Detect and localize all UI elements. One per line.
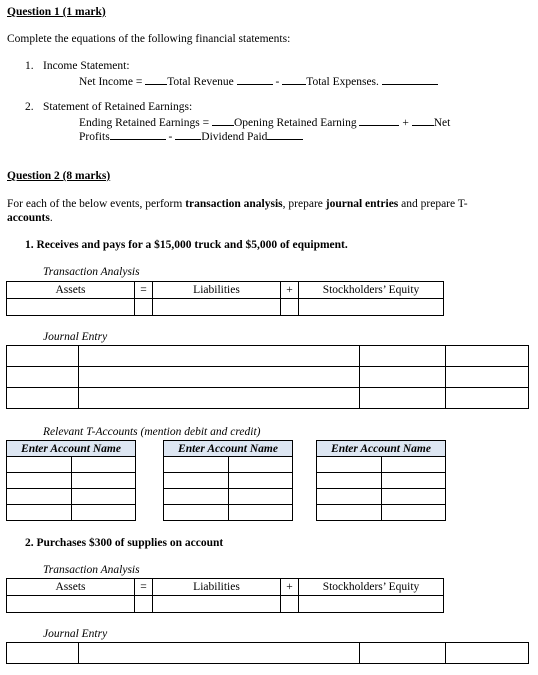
debit-cell[interactable]: [164, 489, 229, 505]
date-cell[interactable]: [7, 388, 79, 409]
account-cell[interactable]: [79, 346, 360, 367]
account-name-header[interactable]: Enter Account Name: [7, 441, 136, 457]
credit-cell[interactable]: [229, 457, 293, 473]
intro-text: For each of the below events, perform: [7, 198, 186, 210]
equals-cell: [135, 596, 153, 613]
debit-cell[interactable]: [317, 489, 382, 505]
equity-cell[interactable]: [299, 596, 444, 613]
t-account-1: [6, 440, 136, 521]
journal-entry-table: [6, 345, 529, 409]
q2-intro-line1: [7, 198, 468, 210]
assets-header: Assets: [7, 282, 135, 299]
q1-heading: Question 1 (1 mark): [7, 6, 106, 18]
net-label: Net: [433, 117, 451, 129]
q1-item1-number: 1.: [25, 60, 34, 72]
plus-cell: [281, 596, 299, 613]
blank-field[interactable]: [267, 129, 303, 140]
retained-earnings-equation-line2: [79, 129, 303, 143]
intro-text: and prepare T-: [398, 198, 468, 210]
debit-cell[interactable]: [7, 473, 72, 489]
liabilities-cell[interactable]: [153, 299, 281, 316]
liabilities-header: Liabilities: [153, 282, 281, 299]
blank-field[interactable]: [145, 74, 167, 85]
q1-instruction: Complete the equations of the following financial statements:: [7, 33, 291, 45]
date-cell[interactable]: [7, 367, 79, 388]
equity-cell[interactable]: [299, 299, 444, 316]
account-name-header[interactable]: Enter Account Name: [164, 441, 293, 457]
intro-bold-text: transaction analysis: [185, 198, 283, 210]
debit-cell[interactable]: [360, 367, 446, 388]
plus-cell: [281, 299, 299, 316]
equals-sign: =: [135, 282, 153, 299]
date-cell[interactable]: [7, 643, 79, 664]
debit-cell[interactable]: [7, 489, 72, 505]
credit-cell[interactable]: [382, 489, 446, 505]
liabilities-header: Liabilities: [153, 579, 281, 596]
assets-header: Assets: [7, 579, 135, 596]
blank-field[interactable]: [237, 74, 273, 85]
blank-field[interactable]: [412, 115, 434, 126]
credit-cell[interactable]: [229, 473, 293, 489]
liabilities-cell[interactable]: [153, 596, 281, 613]
blank-field[interactable]: [110, 129, 166, 140]
profits-label: Profits: [79, 131, 110, 143]
credit-cell[interactable]: [382, 505, 446, 521]
debit-cell[interactable]: [317, 473, 382, 489]
event-1-heading: 1. Receives and pays for a $15,000 truck and $5,000 of equipment.: [25, 239, 348, 251]
q1-item2-title: Statement of Retained Earnings:: [43, 101, 193, 113]
credit-cell[interactable]: [72, 505, 136, 521]
credit-cell[interactable]: [72, 473, 136, 489]
journal-row: [7, 643, 529, 664]
account-cell[interactable]: [79, 388, 360, 409]
journal-entry-label: Journal Entry: [43, 628, 108, 640]
debit-cell[interactable]: [360, 643, 446, 664]
debit-cell[interactable]: [7, 457, 72, 473]
debit-cell[interactable]: [317, 457, 382, 473]
account-cell[interactable]: [79, 643, 360, 664]
credit-cell[interactable]: [446, 346, 529, 367]
blank-field[interactable]: [175, 129, 201, 140]
q2-intro-line2: [7, 212, 53, 224]
total-expenses-label: Total Expenses.: [306, 76, 379, 88]
debit-cell[interactable]: [317, 505, 382, 521]
credit-cell[interactable]: [446, 367, 529, 388]
transaction-analysis-label: Transaction Analysis: [43, 266, 140, 278]
q2-heading: Question 2 (8 marks): [7, 170, 111, 182]
account-name-header[interactable]: Enter Account Name: [317, 441, 446, 457]
transaction-analysis-table: [6, 578, 444, 613]
debit-cell[interactable]: [360, 388, 446, 409]
journal-row: [7, 346, 529, 367]
blank-field[interactable]: [359, 115, 399, 126]
account-cell[interactable]: [79, 367, 360, 388]
equals-sign: =: [135, 579, 153, 596]
credit-cell[interactable]: [229, 505, 293, 521]
journal-row: [7, 367, 529, 388]
journal-entry-table: [6, 642, 529, 664]
plus-sign: +: [281, 579, 299, 596]
transaction-analysis-label: Transaction Analysis: [43, 564, 140, 576]
credit-cell[interactable]: [72, 457, 136, 473]
t-account-3: [316, 440, 446, 521]
retained-earnings-equation-line1: [79, 115, 450, 129]
debit-cell[interactable]: [164, 457, 229, 473]
debit-cell[interactable]: [164, 505, 229, 521]
debit-cell[interactable]: [7, 505, 72, 521]
intro-bold-text: journal entries: [325, 198, 399, 210]
net-income-label: Net Income =: [79, 76, 143, 88]
t-account-2: [163, 440, 293, 521]
credit-cell[interactable]: [72, 489, 136, 505]
opening-re-label: Opening Retained Earning: [233, 117, 357, 129]
intro-bold-text: accounts: [7, 212, 50, 224]
dividend-label: Dividend Paid: [201, 131, 268, 143]
debit-cell[interactable]: [164, 473, 229, 489]
equals-cell: [135, 299, 153, 316]
assets-cell[interactable]: [7, 299, 135, 316]
credit-cell[interactable]: [229, 489, 293, 505]
intro-text: , prepare: [282, 198, 326, 210]
equity-header: Stockholders’ Equity: [299, 282, 444, 299]
assets-cell[interactable]: [7, 596, 135, 613]
credit-cell[interactable]: [382, 473, 446, 489]
total-revenue-label: Total Revenue: [167, 76, 234, 88]
minus-sign: -: [168, 131, 173, 143]
q1-item2-number: 2.: [25, 101, 34, 113]
ending-re-label: Ending Retained Earnings =: [79, 117, 210, 129]
blank-field[interactable]: [282, 74, 306, 85]
event-2-heading: 2. Purchases $300 of supplies on account: [25, 537, 224, 549]
equity-header: Stockholders’ Equity: [299, 579, 444, 596]
transaction-analysis-table: [6, 281, 444, 316]
plus-sign: +: [402, 117, 409, 129]
minus-sign: -: [275, 76, 280, 88]
date-cell[interactable]: [7, 346, 79, 367]
blank-field[interactable]: [212, 115, 234, 126]
debit-cell[interactable]: [360, 346, 446, 367]
blank-field[interactable]: [382, 74, 438, 85]
credit-cell[interactable]: [382, 457, 446, 473]
intro-text: .: [49, 212, 53, 224]
credit-cell[interactable]: [446, 643, 529, 664]
credit-cell[interactable]: [446, 388, 529, 409]
plus-sign: +: [281, 282, 299, 299]
journal-entry-label: Journal Entry: [43, 331, 108, 343]
q1-item1-title: Income Statement:: [43, 60, 130, 72]
journal-row: [7, 388, 529, 409]
income-statement-equation: [79, 74, 438, 88]
t-accounts-label: Relevant T-Accounts (mention debit and credit): [43, 426, 261, 438]
